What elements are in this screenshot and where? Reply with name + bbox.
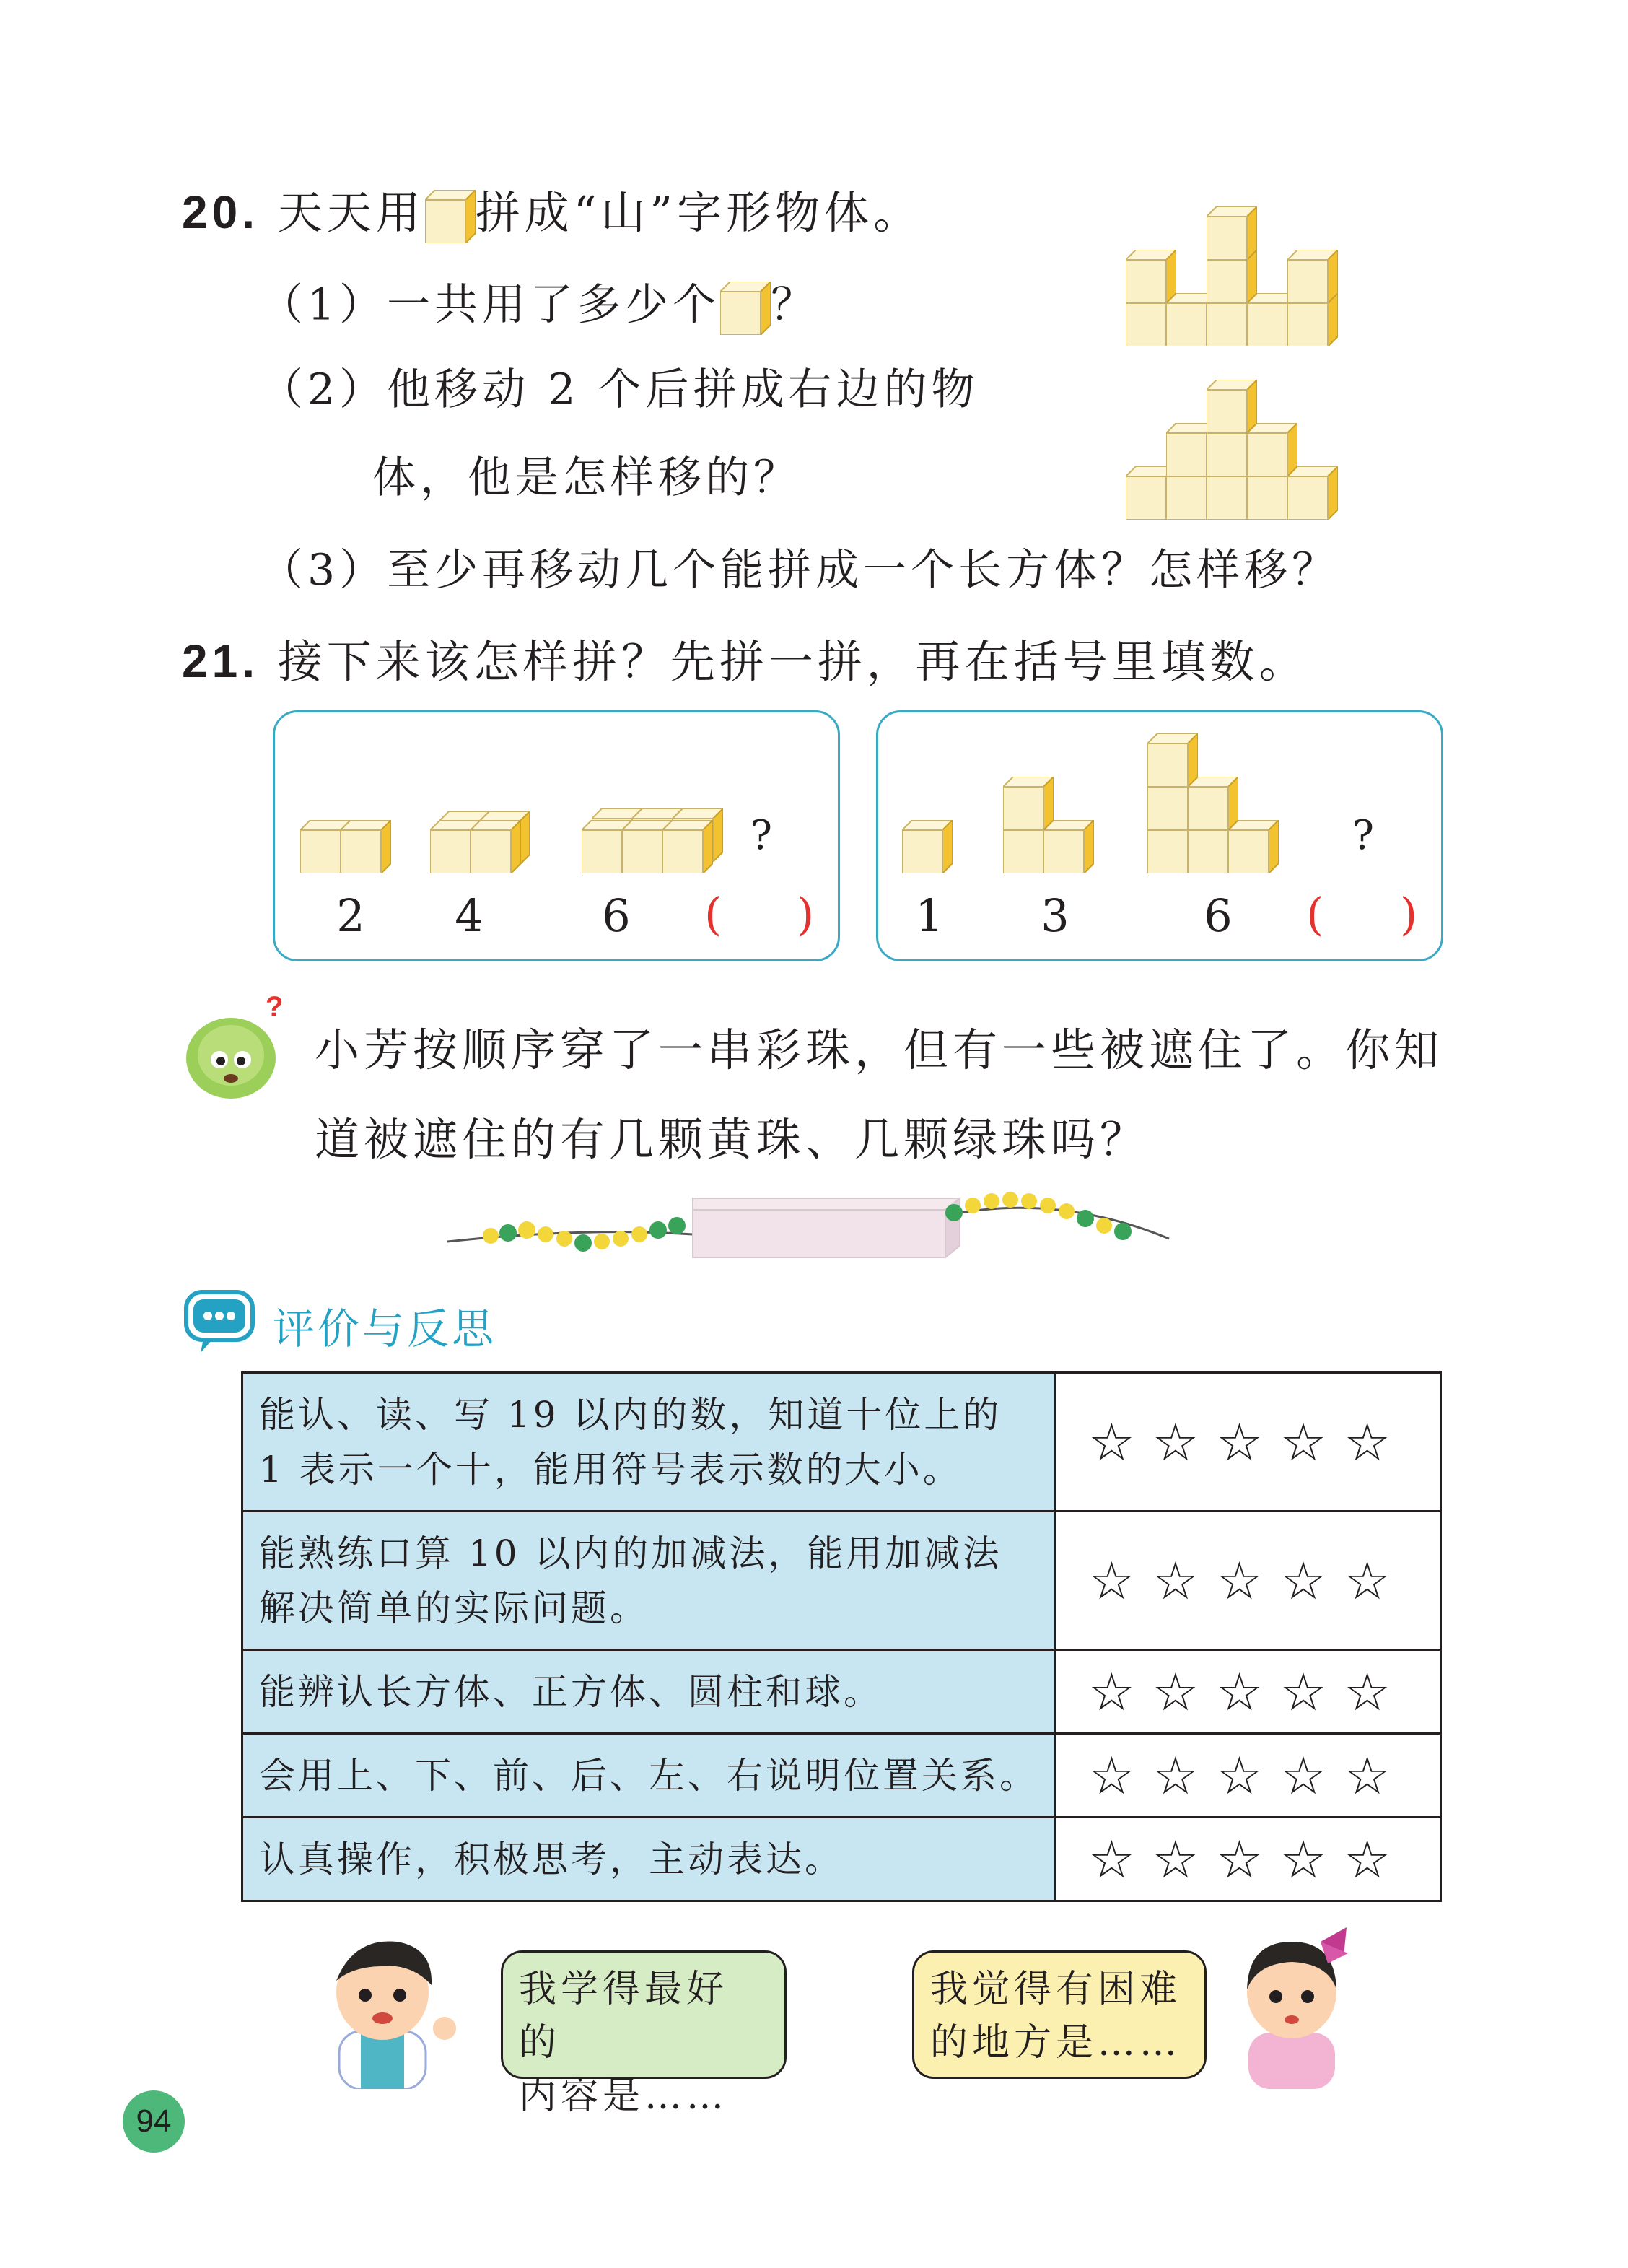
shan-shape-figure <box>1126 188 1371 346</box>
sequence-left-question: ? <box>750 812 773 859</box>
q20-part1-end: ？ <box>771 279 819 331</box>
evaluation-item: 会用上、下、前、后、左、右说明位置关系。 <box>242 1734 1056 1818</box>
bead-right-group <box>945 1192 1132 1240</box>
table-row <box>242 1818 1441 1901</box>
cabbage-mascot-icon <box>180 989 303 1104</box>
girl-speech-bubble <box>912 1950 1207 2079</box>
sequence-left-label: 2 <box>336 889 365 942</box>
evaluation-item <box>242 1512 1056 1650</box>
answer-paren-open: ( <box>1306 888 1324 941</box>
q20-part2-line1: （2）他移动 2 个后拼成右边的物 <box>260 365 979 415</box>
boy-bubble-line: 我学得最好的 <box>519 1968 729 2064</box>
answer-paren-close: ) <box>1400 888 1418 941</box>
answer-paren-close: ) <box>797 888 815 941</box>
table-row <box>242 1373 1441 1512</box>
girl-bubble-line: 我觉得有困难 <box>930 1968 1182 2011</box>
evaluation-item-line: 能熟练口算 10 以内的加减法，能用加减法 <box>259 1532 1002 1574</box>
sequence-right-figures <box>895 729 1299 881</box>
boy-bubble-line: 内容是…… <box>519 2075 729 2118</box>
sequence-left-label: 4 <box>455 889 483 942</box>
sequence-right-label: 1 <box>915 889 944 942</box>
q20-part2-line2: 体，他是怎样移的？ <box>372 453 801 503</box>
boy-character-icon <box>310 1923 462 2089</box>
evaluation-item-line: 1 表示一个十，能用符号表示数的大小。 <box>259 1448 962 1491</box>
evaluation-item: 能辨认长方体、正方体、圆柱和球。 <box>242 1650 1056 1734</box>
sequence-left-figures <box>296 780 729 881</box>
star-rating[interactable]: ☆☆☆☆☆ <box>1056 1512 1441 1650</box>
q20-part3: （3）至少再移动几个能拼成一个长方体？怎样移？ <box>260 545 1340 596</box>
bead-string-illustration <box>440 1184 1183 1263</box>
evaluation-item-line: 能认、读、写 19 以内的数，知道十位上的 <box>259 1393 1002 1436</box>
q20-part1 <box>260 279 819 335</box>
sequence-right-question: ? <box>1352 812 1375 859</box>
q20-intro <box>182 186 923 243</box>
q20-number: 20. <box>182 186 259 238</box>
svg-text:?: ? <box>266 991 284 1023</box>
moved-shape-figure <box>1126 361 1371 520</box>
bead-left-group <box>483 1217 686 1252</box>
chat-bubble-icon <box>182 1288 257 1357</box>
page-number: 94 <box>123 2090 185 2153</box>
table-row <box>242 1734 1441 1818</box>
girl-bubble-line: 的地方是…… <box>930 2021 1182 2064</box>
evaluation-table <box>241 1371 1442 1902</box>
cube-icon <box>720 282 771 335</box>
answer-paren-open: ( <box>704 888 722 941</box>
star-rating[interactable]: ☆☆☆☆☆ <box>1056 1818 1441 1901</box>
q20-part1-text: （1）一共用了多少个 <box>260 279 721 331</box>
thinking-text-line2: 道被遮住的有几颗黄珠、几颗绿珠吗？ <box>315 1113 1150 1166</box>
sequence-right-label: 6 <box>1204 889 1233 942</box>
thinking-text-line1: 小芳按顺序穿了一串彩珠，但有一些被遮住了。你知 <box>315 1024 1444 1076</box>
table-row <box>242 1512 1441 1650</box>
q21-text: 接下来该怎样拼？先拼一拼，再在括号里填数。 <box>277 635 1308 688</box>
sequence-right-label: 3 <box>1041 889 1069 942</box>
sequence-left-label: 6 <box>602 889 631 942</box>
boy-speech-bubble <box>501 1950 787 2118</box>
q21-text-line <box>182 635 1308 688</box>
star-rating[interactable]: ☆☆☆☆☆ <box>1056 1373 1441 1512</box>
evaluation-item: 认真操作，积极思考，主动表达。 <box>242 1818 1056 1901</box>
cube-icon <box>425 190 476 243</box>
evaluation-item <box>242 1373 1056 1512</box>
evaluation-item-line: 解决简单的实际问题。 <box>259 1587 649 1629</box>
q20-intro-b: 拼成“山”字形物体。 <box>475 186 923 239</box>
girl-character-icon <box>1220 1920 1364 2089</box>
star-rating[interactable]: ☆☆☆☆☆ <box>1056 1734 1441 1818</box>
cover-box <box>693 1198 960 1257</box>
evaluation-title: 评价与反思 <box>273 1304 497 1353</box>
table-row <box>242 1650 1441 1734</box>
q20-intro-a: 天天用 <box>277 186 425 239</box>
q21-number: 21. <box>182 635 259 687</box>
star-rating[interactable]: ☆☆☆☆☆ <box>1056 1650 1441 1734</box>
